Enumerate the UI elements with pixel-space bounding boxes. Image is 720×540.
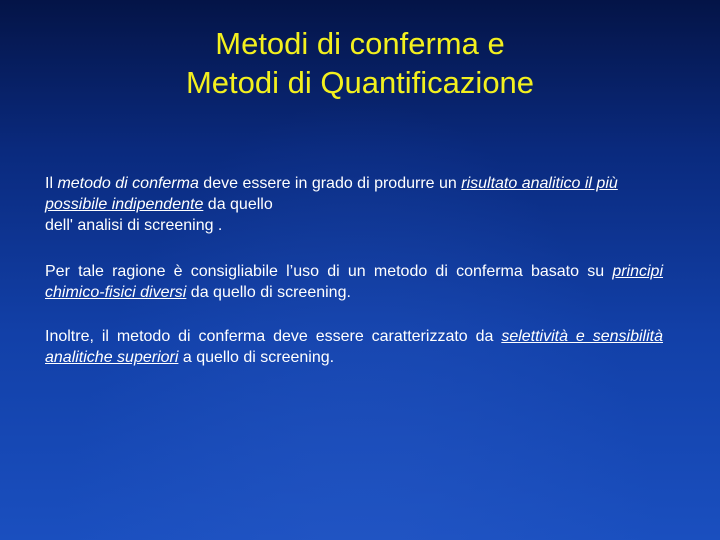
paragraph-3	[45, 326, 663, 368]
p1-underlined-phrase: risultato analitico il più possibile indipendente	[45, 175, 618, 213]
p1-italic-term: metodo di conferma	[57, 175, 199, 192]
p3-text-b: a quello di screening.	[178, 349, 335, 366]
p1-text-a: Il	[45, 175, 58, 192]
p3-underlined-phrase: selettività e sensibilità analitiche superiori	[45, 328, 663, 366]
slide-title	[0, 24, 720, 102]
paragraph-1	[45, 173, 663, 236]
p1-text-b: deve essere in grado di produrre un	[198, 175, 462, 192]
title-line-1: Metodi di conferma e	[215, 26, 505, 61]
p2-text-b: da quello di screening.	[186, 284, 351, 301]
p1-text-c: da quello	[203, 196, 273, 213]
paragraph-3-text	[45, 326, 663, 368]
p2-text-a: Per tale ragione è consigliabile l’uso di un metodo di conferma basato su	[45, 263, 613, 280]
p1-text-d: dell' analisi di screening .	[45, 217, 223, 234]
title-line-2: Metodi di Quantificazione	[185, 65, 535, 100]
p2-underlined-phrase: principi chimico-fisici diversi	[45, 263, 663, 301]
p3-text-a: Inoltre, il metodo di conferma deve essere caratterizzato da	[45, 328, 502, 345]
paragraph-2-text	[45, 261, 663, 303]
paragraph-1-text	[45, 173, 663, 236]
paragraph-2	[45, 261, 663, 303]
